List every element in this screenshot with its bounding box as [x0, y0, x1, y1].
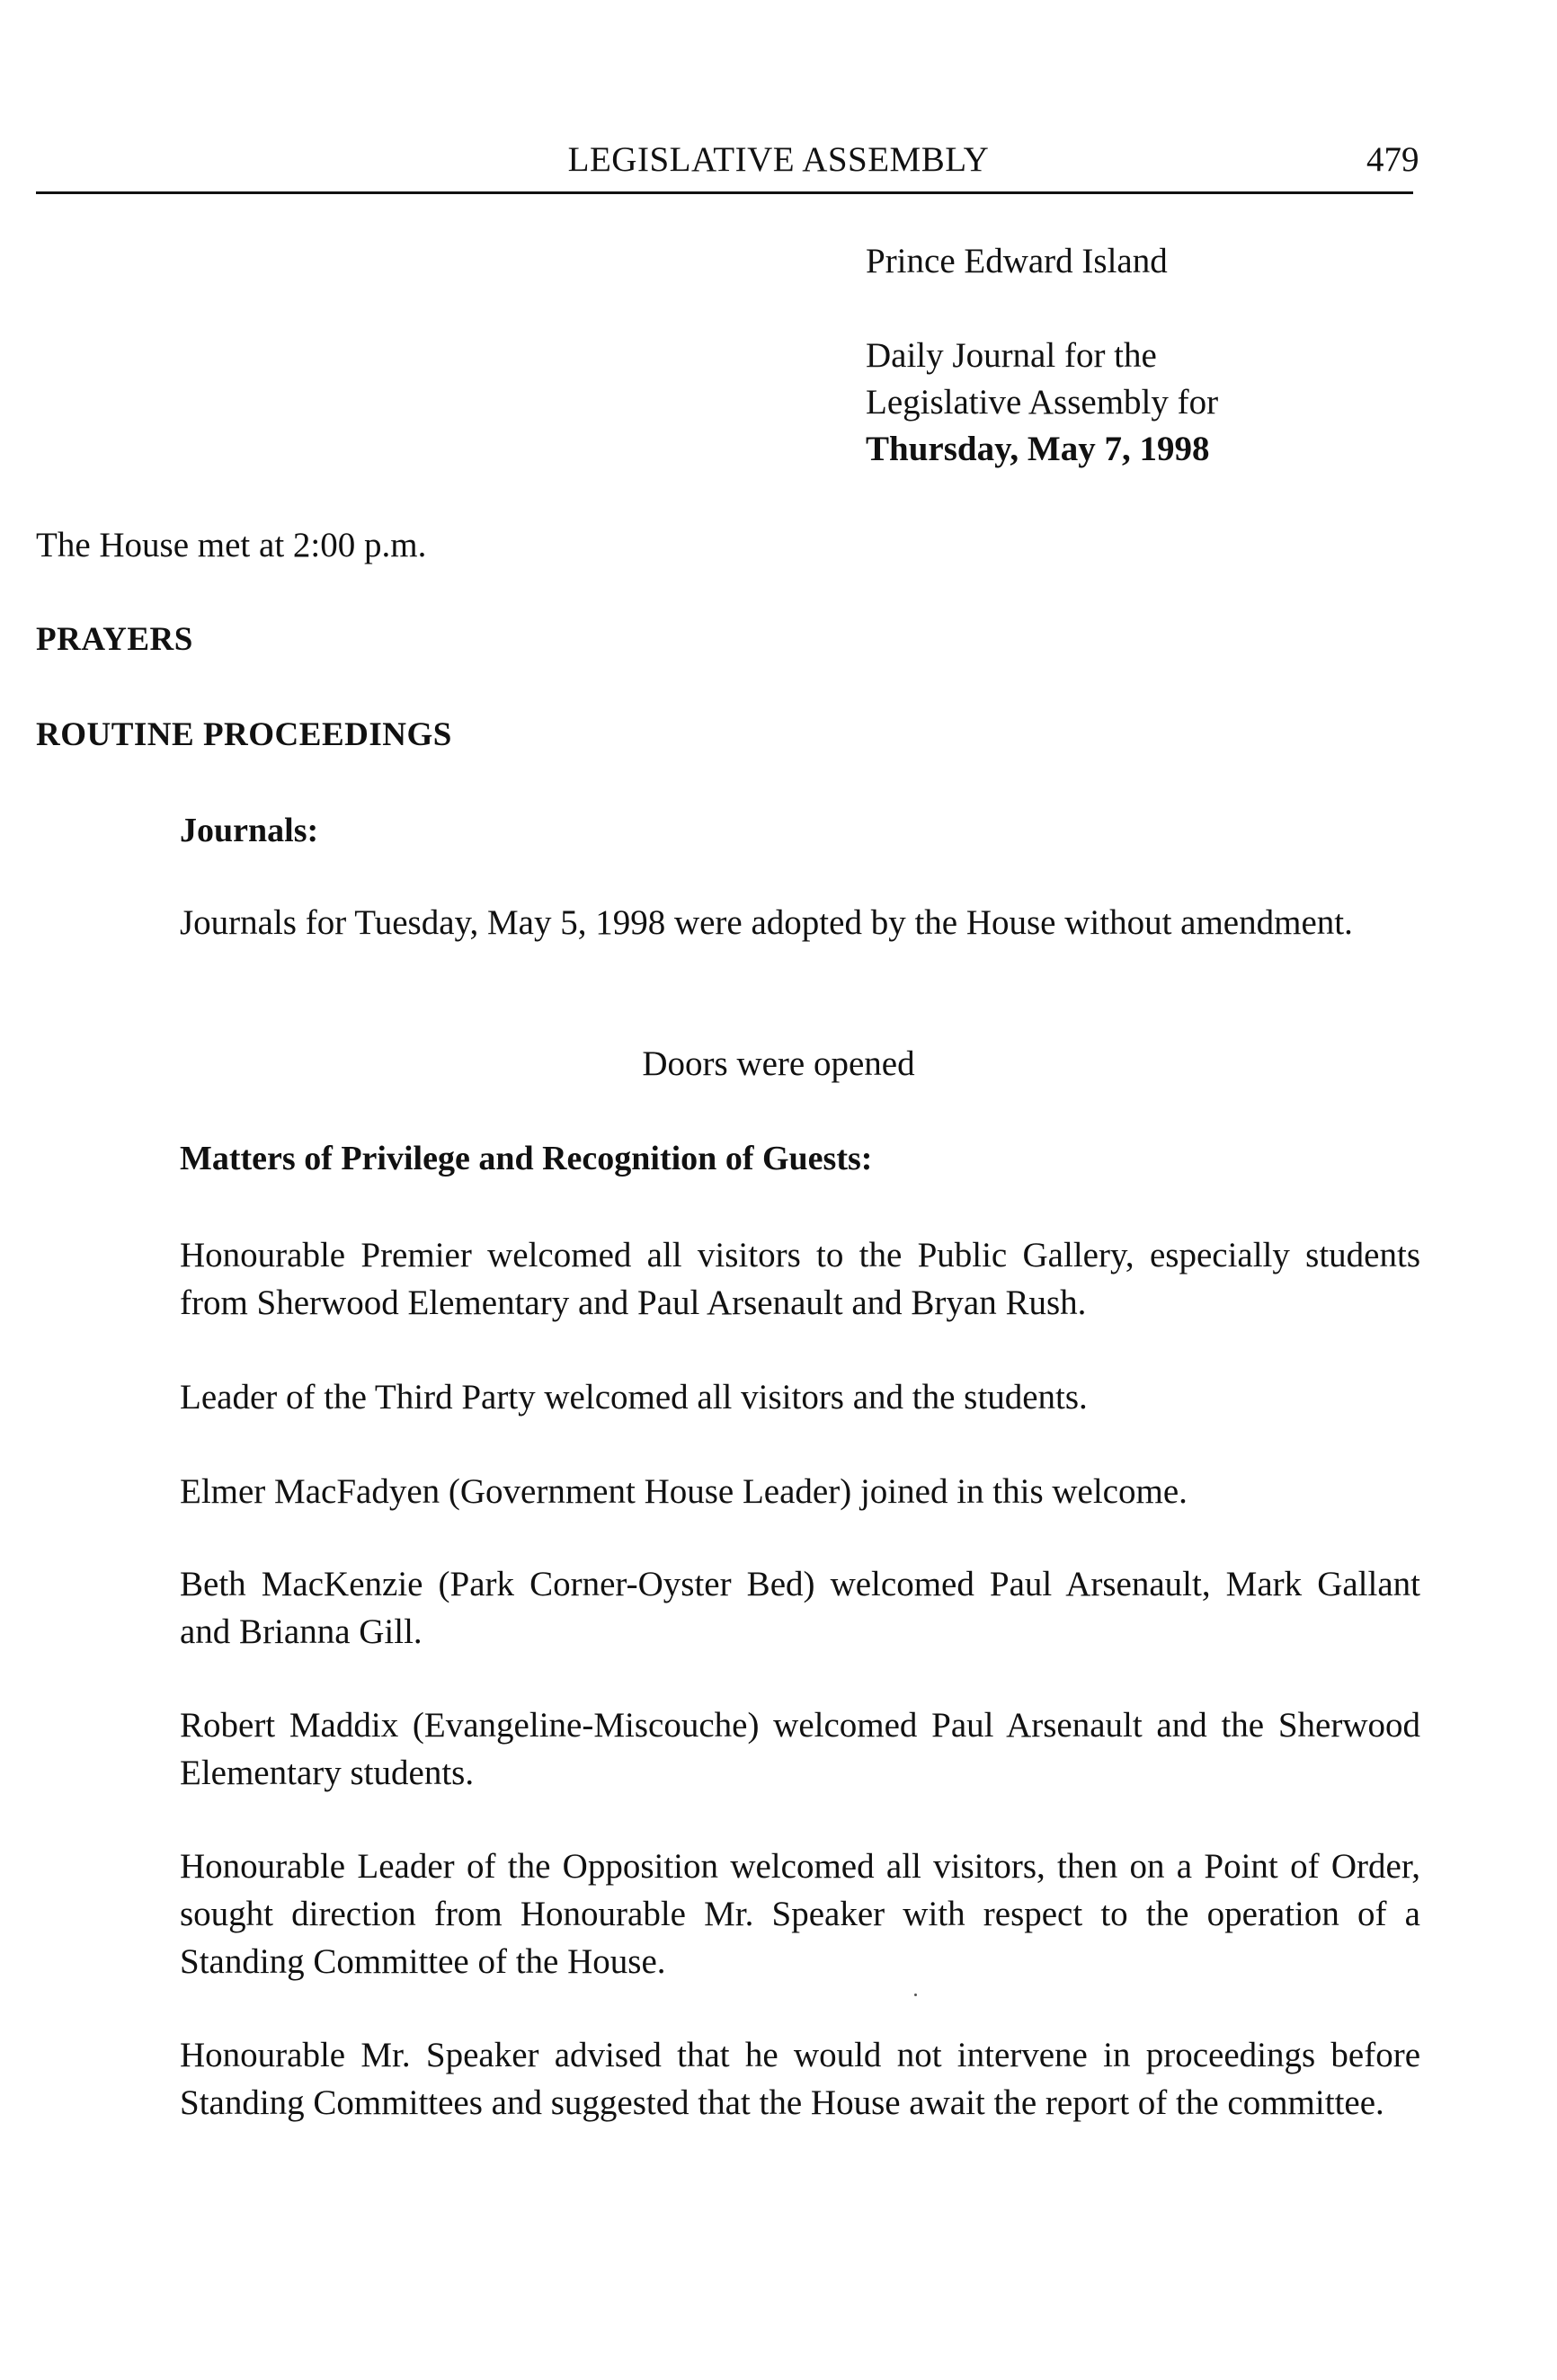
running-title: LEGISLATIVE ASSEMBLY: [567, 140, 990, 179]
print-speck: [914, 1994, 917, 1996]
paragraph-house-leader-welcome: Elmer MacFadyen (Government House Leader) joined in this welcome.: [180, 1472, 1188, 1511]
page-number: 479: [1366, 140, 1419, 179]
paragraph-maddix-welcome: Robert Maddix (Evangeline-Miscouche) welcomed Paul Arsenault and the Sherwood Elementary students.: [180, 1706, 1420, 1792]
journal-title-line-1: Daily Journal for the: [866, 336, 1157, 375]
paragraph-opposition-point-of-order: Honourable Leader of the Opposition welcomed all visitors, then on a Point of Order, sought direction from Honourable Mr. Speaker with respect to the operation of a Standing Committee of the House.: [180, 1847, 1420, 1981]
paragraph-third-party-welcome: Leader of the Third Party welcomed all visitors and the students.: [180, 1378, 1088, 1416]
journal-title-line-2: Legislative Assembly for: [866, 383, 1219, 422]
journals-paragraph: Journals for Tuesday, May 5, 1998 were adopted by the House without amendment.: [180, 903, 1353, 942]
header-rule: [36, 191, 1413, 194]
paragraph-mackenzie-welcome: Beth MacKenzie (Park Corner-Oyster Bed) welcomed Paul Arsenault, Mark Gallant and Brianna Gill.: [180, 1565, 1420, 1651]
doors-opened-note: Doors were opened: [642, 1044, 915, 1083]
privilege-heading: Matters of Privilege and Recognition of Guests:: [180, 1140, 873, 1177]
paragraph-speaker-ruling: Honourable Mr. Speaker advised that he would not intervene in proceedings before Standing Committees and suggested that the House await the report of the committee.: [180, 2036, 1420, 2122]
prayers-heading: PRAYERS: [36, 621, 193, 658]
routine-proceedings-heading: ROUTINE PROCEEDINGS: [36, 716, 452, 753]
province-name: Prince Edward Island: [866, 242, 1168, 280]
paragraph-premier-welcome: Honourable Premier welcomed all visitors to the Public Gallery, especially students from Sherwood Elementary and Paul Arsenault and Bryan Rush.: [180, 1236, 1420, 1322]
journals-heading: Journals:: [180, 812, 319, 849]
sitting-time: The House met at 2:00 p.m.: [36, 526, 427, 564]
journal-date: Thursday, May 7, 1998: [866, 430, 1210, 468]
